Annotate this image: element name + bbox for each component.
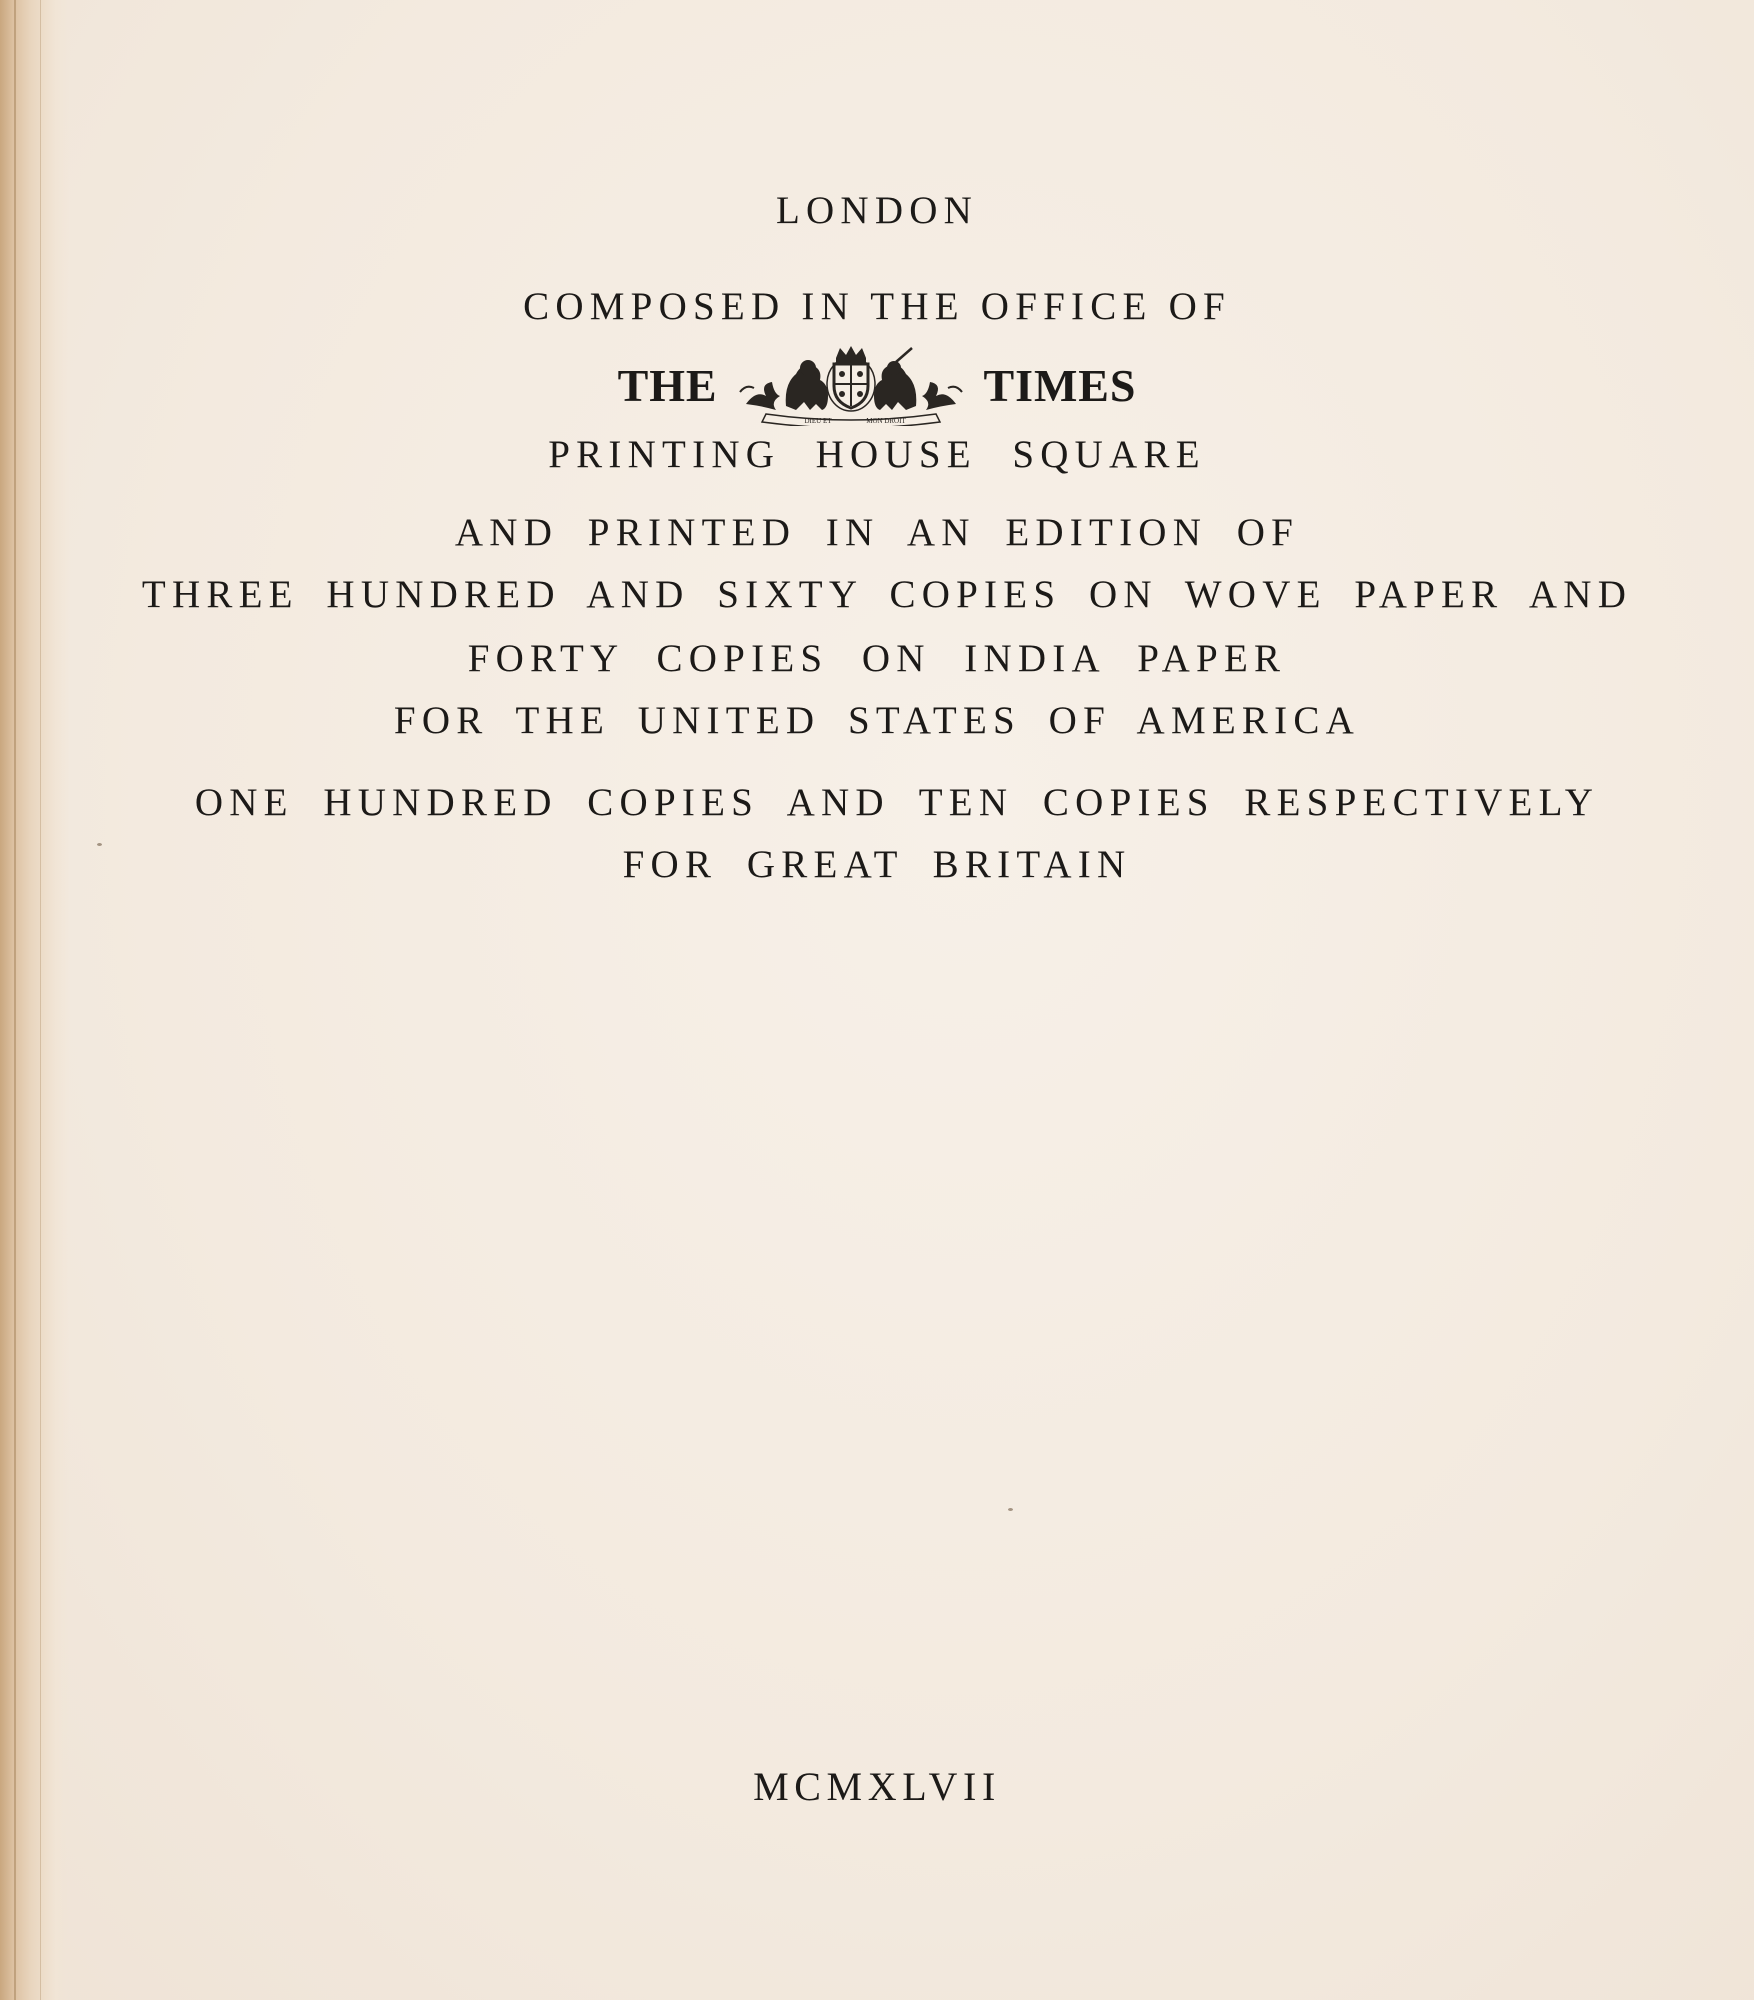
great-britain-line: ONE HUNDRED COPIES AND TEN COPIES RESPECTIVELY bbox=[194, 781, 1600, 824]
publisher-name-left: THE bbox=[617, 359, 718, 411]
paper-speck bbox=[1008, 1508, 1013, 1511]
paper-speck bbox=[97, 843, 102, 846]
publisher-name-right: TIMES bbox=[983, 359, 1137, 411]
edition-line: AND PRINTED IN AN EDITION OF bbox=[454, 511, 1300, 554]
place-of-publication: LONDON bbox=[775, 189, 979, 232]
edition-line: FOR THE UNITED STATES OF AMERICA bbox=[393, 699, 1361, 742]
edition-line: THREE HUNDRED AND SIXTY COPIES ON WOVE PAPER AND bbox=[141, 573, 1633, 616]
publication-year: MCMXLVII bbox=[753, 1764, 1001, 1809]
edition-line: FORTY COPIES ON INDIA PAPER bbox=[467, 637, 1287, 680]
composed-line: COMPOSED IN THE OFFICE OF bbox=[523, 285, 1231, 328]
publisher-address: PRINTING HOUSE SQUARE bbox=[548, 433, 1206, 476]
royal-coat-of-arms-icon bbox=[736, 344, 966, 426]
publisher-masthead bbox=[0, 340, 1754, 430]
crest-motto-right: MON DROIT bbox=[865, 417, 906, 425]
crest-motto-left: DIEU ET bbox=[804, 417, 832, 425]
great-britain-line: FOR GREAT BRITAIN bbox=[622, 843, 1132, 886]
